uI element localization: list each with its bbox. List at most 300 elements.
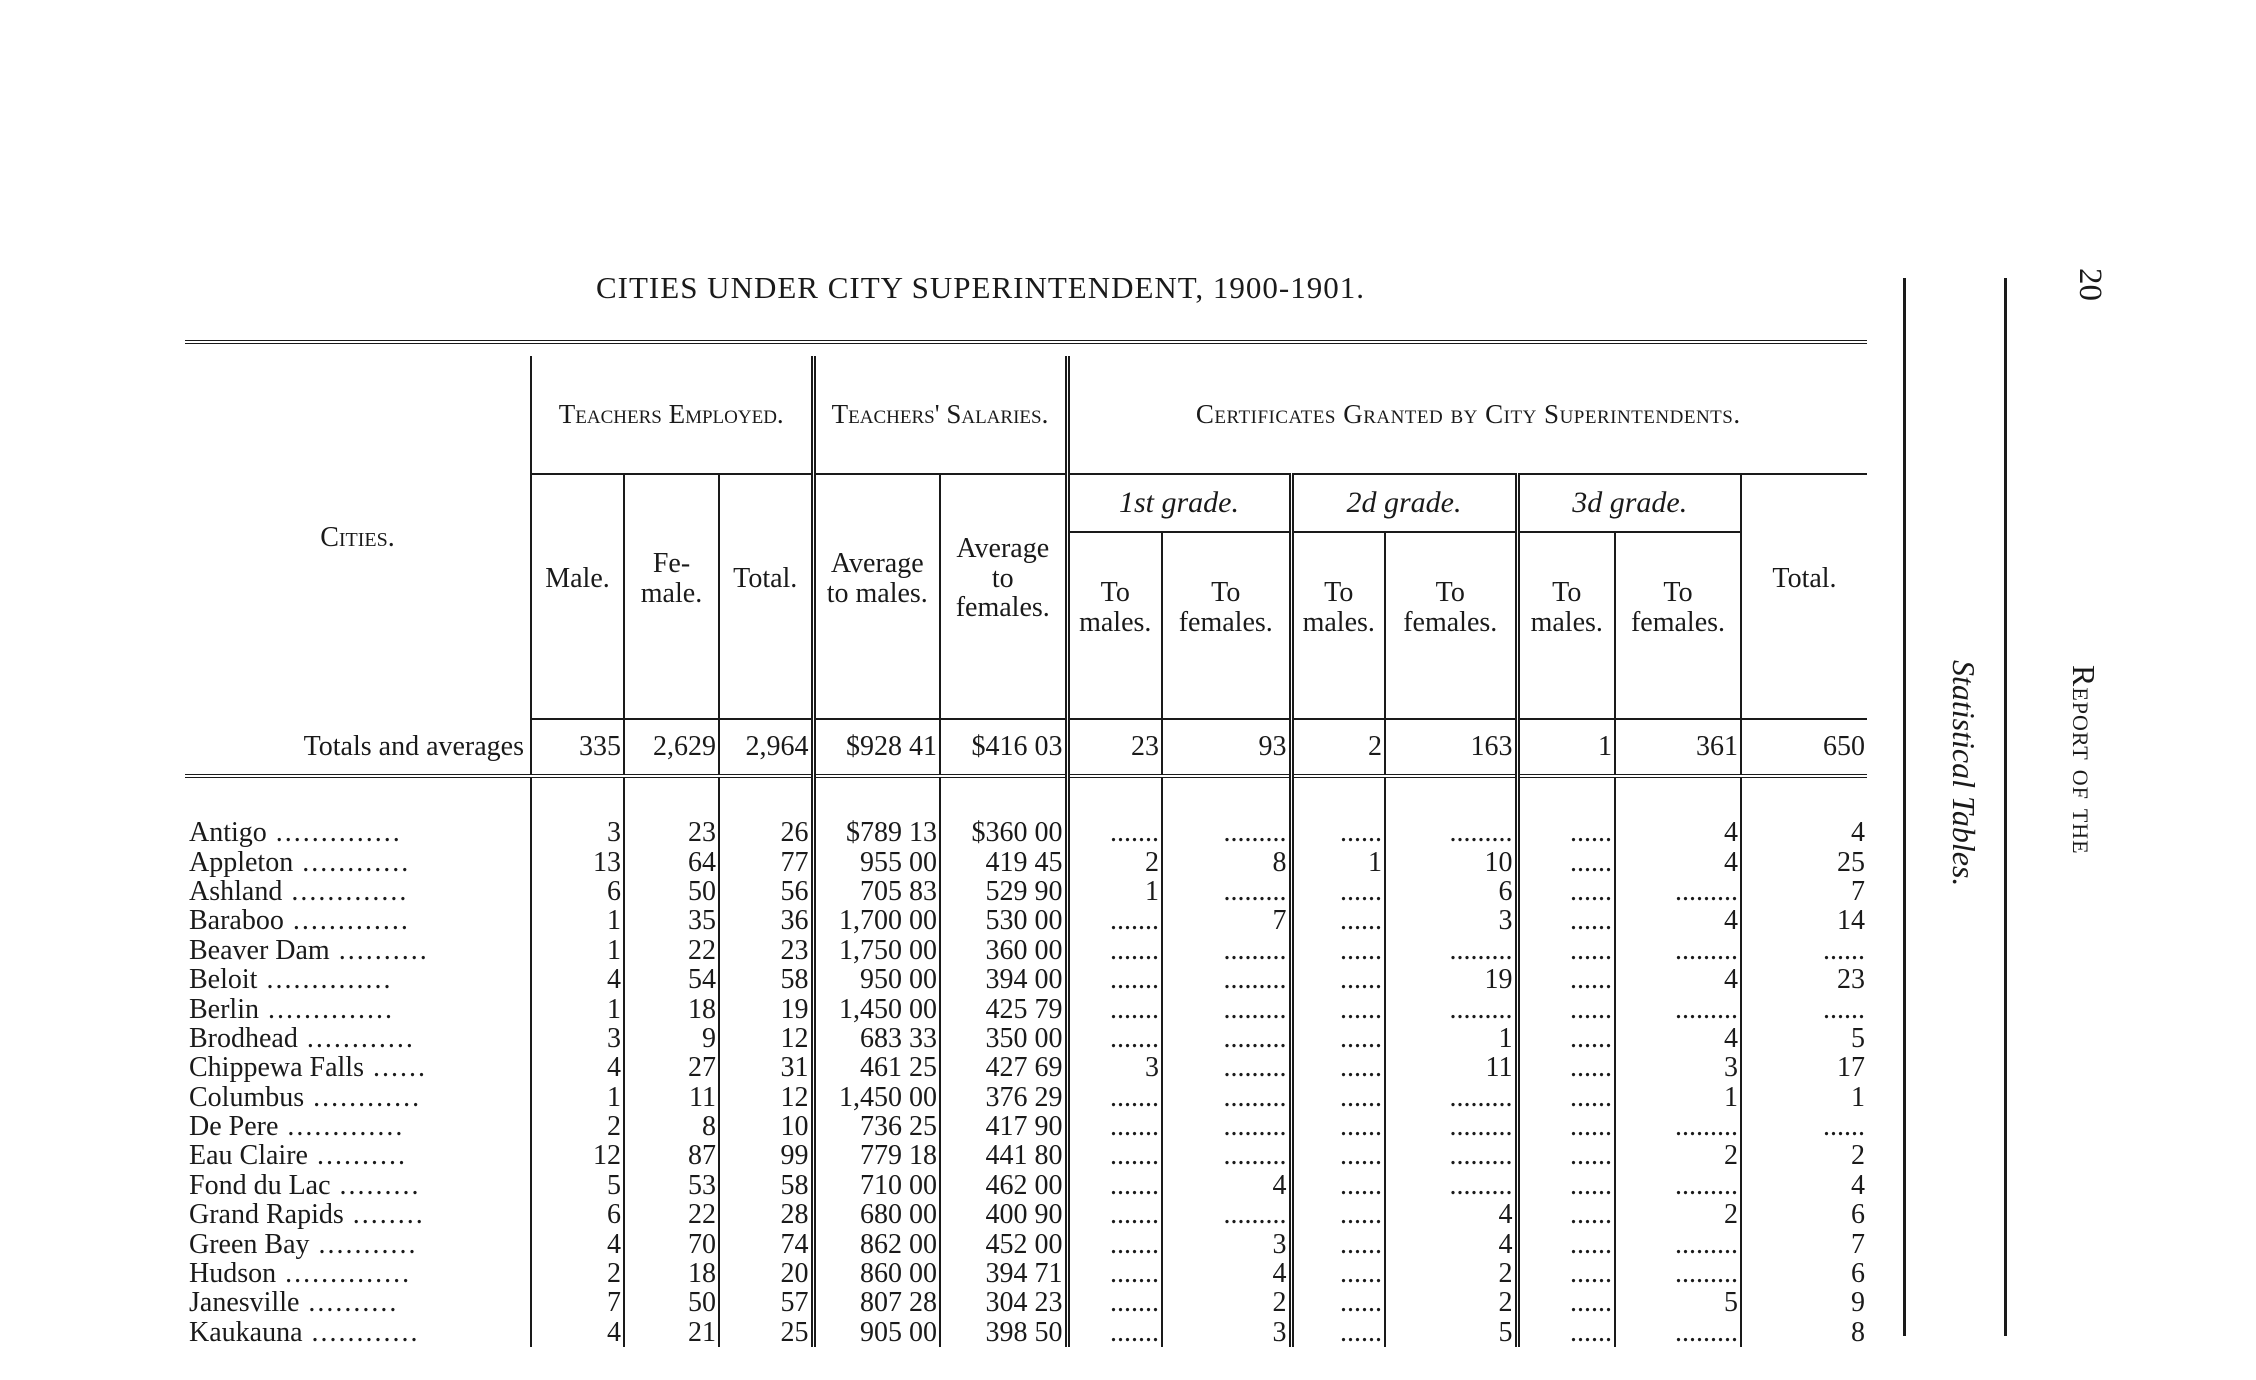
total-third-to-females: 361 [1615, 719, 1741, 776]
cell-first-to-males: ....... [1067, 818, 1162, 847]
cell-second-to-males: ...... [1291, 1318, 1385, 1347]
cell-total: 28 [719, 1200, 813, 1229]
cell-female: 53 [624, 1171, 719, 1200]
totals-double-rule [185, 776, 1867, 788]
cell-cert-total: 5 [1741, 1024, 1867, 1053]
leader-dots: ............ [304, 1082, 422, 1112]
second-grade-header: 2d grade. [1291, 474, 1517, 532]
cell-second-to-females: ......... [1385, 1083, 1517, 1112]
cell-female: 64 [624, 847, 719, 876]
cell-second-to-males: ...... [1291, 1288, 1385, 1317]
cell-male: 7 [531, 1288, 624, 1317]
leader-dots: ........ [343, 1200, 425, 1230]
leader-dots: .......... [307, 1141, 407, 1171]
cell-avg-males: 1,450 00 [813, 1083, 940, 1112]
leader-dots: ........... [309, 1229, 418, 1259]
second-to-females-header: To females. [1385, 532, 1517, 682]
cell-first-to-females: 3 [1162, 1229, 1291, 1258]
cell-female: 18 [624, 994, 719, 1023]
total-third-to-males: 1 [1517, 719, 1615, 776]
cell-avg-males: 860 00 [813, 1259, 940, 1288]
cell-third-to-males: ...... [1517, 906, 1615, 935]
cell-avg-females: 441 80 [940, 1141, 1067, 1170]
cell-second-to-females: ......... [1385, 994, 1517, 1023]
cell-first-to-females: 2 [1162, 1288, 1291, 1317]
third-to-males-header: To males. [1517, 532, 1615, 682]
cell-third-to-females: 2 [1615, 1200, 1741, 1229]
cell-avg-females: 425 79 [940, 994, 1067, 1023]
total-avg-males: $928 41 [813, 719, 940, 776]
table-row [185, 1171, 1867, 1200]
leader-dots: ...... [364, 1053, 427, 1083]
cell-third-to-females: ......... [1615, 994, 1741, 1023]
cell-female: 50 [624, 877, 719, 906]
cell-male: 2 [531, 1259, 624, 1288]
cell-avg-females: 419 45 [940, 847, 1067, 876]
city-name [185, 1200, 531, 1229]
cell-second-to-females: 5 [1385, 1318, 1517, 1347]
leader-dots: ............ [297, 1023, 415, 1054]
cell-first-to-males: ....... [1067, 1318, 1162, 1347]
cell-male: 1 [531, 936, 624, 965]
page-number: 20 [2072, 268, 2108, 301]
city-name-text: Chippewa Falls [189, 1053, 364, 1083]
city-name [185, 1053, 531, 1082]
cell-total: 10 [719, 1112, 813, 1141]
cell-third-to-females: 2 [1615, 1141, 1741, 1170]
city-name-text: Beloit [189, 964, 258, 995]
city-name-text: Antigo [189, 818, 267, 848]
cell-cert-total: 4 [1741, 1171, 1867, 1200]
cell-second-to-females: ......... [1385, 936, 1517, 965]
cell-male: 4 [531, 1229, 624, 1258]
cell-second-to-females: 4 [1385, 1200, 1517, 1229]
city-name [185, 1259, 531, 1288]
cell-second-to-females: ......... [1385, 1141, 1517, 1170]
cell-female: 11 [624, 1083, 719, 1112]
cell-first-to-males: ....... [1067, 1171, 1162, 1200]
cell-total: 20 [719, 1259, 813, 1288]
city-name [185, 1318, 531, 1347]
cell-male: 1 [531, 1083, 624, 1112]
cell-first-to-females: ......... [1162, 1112, 1291, 1141]
cell-female: 22 [624, 936, 719, 965]
cell-avg-females: 530 00 [940, 906, 1067, 935]
cell-avg-females: 400 90 [940, 1200, 1067, 1229]
city-name-text: Kaukauna [189, 1317, 303, 1348]
leader-dots: .......... [299, 1288, 399, 1318]
cell-cert-total: 6 [1741, 1259, 1867, 1288]
city-name-text: Eau Claire [189, 1141, 308, 1171]
city-name [185, 1024, 531, 1053]
cert-total-header: Total. [1741, 474, 1867, 682]
totals-row [185, 719, 1867, 776]
total-avg-females: $416 03 [940, 719, 1067, 776]
cell-total: 23 [719, 936, 813, 965]
section-title: Statistical Tables. [1946, 660, 1982, 887]
cell-male: 4 [531, 965, 624, 994]
certificates-header: Certificates Granted by City Superintendents. [1067, 356, 1867, 474]
cell-female: 18 [624, 1259, 719, 1288]
leader-dots: .............. [257, 964, 393, 995]
cell-third-to-males: ...... [1517, 1318, 1615, 1347]
city-name [185, 994, 531, 1023]
cell-third-to-females: ......... [1615, 1259, 1741, 1288]
cell-third-to-males: ...... [1517, 1112, 1615, 1141]
cell-total: 12 [719, 1024, 813, 1053]
second-to-males-header: To males. [1291, 532, 1385, 682]
cell-total: 25 [719, 1318, 813, 1347]
table-row [185, 994, 1867, 1023]
cell-third-to-females: ......... [1615, 936, 1741, 965]
cell-third-to-females: 4 [1615, 818, 1741, 847]
city-name [185, 936, 531, 965]
total-second-to-females: 163 [1385, 719, 1517, 776]
cell-first-to-males: 2 [1067, 847, 1162, 876]
cell-total: 31 [719, 1053, 813, 1082]
cell-second-to-females: ......... [1385, 818, 1517, 847]
cell-second-to-females: 11 [1385, 1053, 1517, 1082]
leader-dots: ............ [302, 1317, 420, 1348]
cell-first-to-males: ....... [1067, 1083, 1162, 1112]
cell-second-to-males: ...... [1291, 906, 1385, 935]
leader-dots: ......... [330, 1170, 421, 1201]
cell-male: 1 [531, 906, 624, 935]
cell-second-to-females: 6 [1385, 877, 1517, 906]
cell-female: 21 [624, 1318, 719, 1347]
cell-third-to-females: ......... [1615, 1112, 1741, 1141]
margin-rule-inner [1903, 278, 1906, 1336]
city-name-text: De Pere [189, 1111, 279, 1142]
table-row [185, 877, 1867, 906]
cell-first-to-females: 4 [1162, 1259, 1291, 1288]
cell-avg-females: $360 00 [940, 818, 1067, 847]
cell-avg-males: 1,750 00 [813, 936, 940, 965]
cell-cert-total: 17 [1741, 1053, 1867, 1082]
cell-third-to-males: ...... [1517, 818, 1615, 847]
city-name-text: Brodhead [189, 1023, 298, 1054]
cell-avg-males: 461 25 [813, 1053, 940, 1082]
total-male: 335 [531, 719, 624, 776]
cell-first-to-females: ......... [1162, 965, 1291, 994]
cell-avg-females: 394 00 [940, 965, 1067, 994]
city-name-text: Janesville [189, 1288, 300, 1318]
cell-total: 56 [719, 877, 813, 906]
cell-female: 22 [624, 1200, 719, 1229]
cell-second-to-females: 19 [1385, 965, 1517, 994]
cell-avg-males: 1,700 00 [813, 906, 940, 935]
cell-female: 50 [624, 1288, 719, 1317]
leader-dots: ............ [293, 847, 411, 877]
cell-cert-total: ...... [1741, 994, 1867, 1023]
first-grade-header: 1st grade. [1067, 474, 1291, 532]
cell-total: 12 [719, 1083, 813, 1112]
cell-avg-males: 736 25 [813, 1112, 940, 1141]
table-row [185, 1053, 1867, 1082]
cell-avg-males: 680 00 [813, 1200, 940, 1229]
table-row [185, 1112, 1867, 1141]
cell-first-to-females: 3 [1162, 1318, 1291, 1347]
cell-total: 77 [719, 847, 813, 876]
table-row [185, 1288, 1867, 1317]
table-row [185, 936, 1867, 965]
cell-male: 3 [531, 1024, 624, 1053]
cell-cert-total: ...... [1741, 1112, 1867, 1141]
cell-third-to-males: ...... [1517, 1229, 1615, 1258]
cell-second-to-males: ...... [1291, 936, 1385, 965]
city-name [185, 847, 531, 876]
totals-label: Totals and averages [303, 730, 524, 762]
first-to-females-header: To females. [1162, 532, 1291, 682]
cell-avg-females: 452 00 [940, 1229, 1067, 1258]
cell-third-to-females: 4 [1615, 965, 1741, 994]
leader-dots: .......... [329, 935, 429, 965]
cell-first-to-females: ......... [1162, 818, 1291, 847]
cell-third-to-females: ......... [1615, 1318, 1741, 1347]
cell-male: 6 [531, 877, 624, 906]
city-rows [185, 818, 1867, 1347]
cell-avg-males: 905 00 [813, 1318, 940, 1347]
city-name [185, 1229, 531, 1258]
cell-avg-males: 683 33 [813, 1024, 940, 1053]
cell-third-to-females: 3 [1615, 1053, 1741, 1082]
city-name-text: Ashland [189, 876, 283, 907]
leader-dots: ............. [282, 876, 409, 907]
table-row [185, 1259, 1867, 1288]
statistics-table [185, 340, 1867, 1347]
cell-avg-males: 705 83 [813, 877, 940, 906]
cell-second-to-males: ...... [1291, 1141, 1385, 1170]
cell-male: 2 [531, 1112, 624, 1141]
cell-female: 87 [624, 1141, 719, 1170]
cell-first-to-males: 1 [1067, 877, 1162, 906]
cell-second-to-males: ...... [1291, 1024, 1385, 1053]
total-first-to-males: 23 [1067, 719, 1162, 776]
cell-cert-total: 25 [1741, 847, 1867, 876]
totals-spacer [185, 788, 1867, 818]
cell-third-to-males: ...... [1517, 877, 1615, 906]
cell-second-to-males: ...... [1291, 1200, 1385, 1229]
city-name-text: Baraboo [189, 906, 284, 936]
cell-avg-females: 462 00 [940, 1171, 1067, 1200]
cell-first-to-males: ....... [1067, 1288, 1162, 1317]
cell-second-to-males: ...... [1291, 1053, 1385, 1082]
cell-third-to-males: ...... [1517, 936, 1615, 965]
cell-first-to-females: ......... [1162, 1024, 1291, 1053]
city-name-text: Appleton [189, 847, 294, 877]
cell-female: 27 [624, 1053, 719, 1082]
cell-third-to-males: ...... [1517, 1259, 1615, 1288]
leader-dots: .............. [266, 818, 402, 848]
cell-cert-total: 7 [1741, 1229, 1867, 1258]
cell-first-to-females: ......... [1162, 1053, 1291, 1082]
cell-first-to-females: ......... [1162, 1083, 1291, 1112]
table-row [185, 1141, 1867, 1170]
cell-female: 35 [624, 906, 719, 935]
cell-second-to-males: ...... [1291, 1259, 1385, 1288]
table-row [185, 906, 1867, 935]
cell-first-to-males: 3 [1067, 1053, 1162, 1082]
cell-first-to-females: 7 [1162, 906, 1291, 935]
cell-avg-males: 955 00 [813, 847, 940, 876]
cell-second-to-males: ...... [1291, 1229, 1385, 1258]
cell-avg-females: 398 50 [940, 1318, 1067, 1347]
cell-cert-total: 2 [1741, 1141, 1867, 1170]
cell-third-to-males: ...... [1517, 1141, 1615, 1170]
header-group-row [185, 356, 1867, 474]
cell-cert-total: 4 [1741, 818, 1867, 847]
cell-female: 70 [624, 1229, 719, 1258]
female-header: Fe-male. [624, 474, 719, 682]
cell-third-to-males: ...... [1517, 1024, 1615, 1053]
total-header: Total. [719, 474, 813, 682]
total-second-to-males: 2 [1291, 719, 1385, 776]
table-row [185, 818, 1867, 847]
totals-section [185, 719, 1867, 818]
cell-male: 12 [531, 1141, 624, 1170]
cell-third-to-males: ...... [1517, 1200, 1615, 1229]
total-first-to-females: 93 [1162, 719, 1291, 776]
cell-third-to-males: ...... [1517, 1053, 1615, 1082]
cell-third-to-females: ......... [1615, 1171, 1741, 1200]
leader-dots: ............. [278, 1111, 405, 1142]
cell-first-to-males: ....... [1067, 1200, 1162, 1229]
cell-third-to-females: 5 [1615, 1288, 1741, 1317]
cell-male: 13 [531, 847, 624, 876]
cell-first-to-females: ......... [1162, 1141, 1291, 1170]
cell-avg-males: 862 00 [813, 1229, 940, 1258]
table-row [185, 1024, 1867, 1053]
cell-first-to-females: 4 [1162, 1171, 1291, 1200]
cell-third-to-females: 4 [1615, 906, 1741, 935]
cell-second-to-males: ...... [1291, 1171, 1385, 1200]
cell-first-to-males: ....... [1067, 1141, 1162, 1170]
city-name-text: Fond du Lac [189, 1170, 331, 1201]
cell-first-to-males: ....... [1067, 994, 1162, 1023]
running-head: Report of the [2066, 665, 2102, 855]
table-row [185, 1200, 1867, 1229]
city-name [185, 1112, 531, 1141]
city-name [185, 1288, 531, 1317]
cell-male: 4 [531, 1053, 624, 1082]
first-to-males-header: To males. [1067, 532, 1162, 682]
third-grade-header: 3d grade. [1517, 474, 1741, 532]
cell-avg-males: 779 18 [813, 1141, 940, 1170]
cities-header: Cities. [320, 521, 395, 553]
cell-second-to-males: 1 [1291, 847, 1385, 876]
city-name-text: Berlin [189, 994, 259, 1024]
margin-rule-outer [2004, 278, 2007, 1336]
cell-avg-males: 950 00 [813, 965, 940, 994]
cell-second-to-males: ...... [1291, 965, 1385, 994]
table-row [185, 1229, 1867, 1258]
cell-second-to-males: ...... [1291, 877, 1385, 906]
city-name [185, 906, 531, 935]
cell-total: 58 [719, 1171, 813, 1200]
male-header: Male. [531, 474, 624, 682]
cell-cert-total: ...... [1741, 936, 1867, 965]
city-name-text: Grand Rapids [189, 1200, 344, 1230]
leader-dots: .............. [259, 994, 394, 1024]
table-title: CITIES UNDER CITY SUPERINTENDENT, 1900-1901. [596, 270, 1366, 305]
total-certificates: 650 [1741, 719, 1867, 776]
cell-third-to-males: ...... [1517, 1083, 1615, 1112]
cell-avg-females: 417 90 [940, 1112, 1067, 1141]
cell-male: 4 [531, 1318, 624, 1347]
cell-avg-females: 427 69 [940, 1053, 1067, 1082]
cell-third-to-females: 4 [1615, 847, 1741, 876]
teachers-employed-header: Teachers Employed. [531, 356, 813, 474]
cell-cert-total: 7 [1741, 877, 1867, 906]
cell-third-to-females: ......... [1615, 1229, 1741, 1258]
cell-first-to-females: ......... [1162, 994, 1291, 1023]
cell-second-to-females: ......... [1385, 1112, 1517, 1141]
cell-avg-females: 376 29 [940, 1083, 1067, 1112]
avg-males-header: Average to males. [813, 474, 940, 682]
cell-first-to-males: ....... [1067, 936, 1162, 965]
cell-female: 8 [624, 1112, 719, 1141]
cell-cert-total: 8 [1741, 1318, 1867, 1347]
total-female: 2,629 [624, 719, 719, 776]
city-name [185, 877, 531, 906]
cell-first-to-males: ....... [1067, 1024, 1162, 1053]
cell-avg-females: 529 90 [940, 877, 1067, 906]
cell-cert-total: 6 [1741, 1200, 1867, 1229]
cell-male: 6 [531, 1200, 624, 1229]
cell-third-to-males: ...... [1517, 1288, 1615, 1317]
cell-second-to-females: 4 [1385, 1229, 1517, 1258]
cell-second-to-females: 2 [1385, 1288, 1517, 1317]
city-name-text: Green Bay [189, 1229, 310, 1259]
cell-cert-total: 23 [1741, 965, 1867, 994]
cell-female: 23 [624, 818, 719, 847]
cell-first-to-females: 8 [1162, 847, 1291, 876]
cell-third-to-males: ...... [1517, 847, 1615, 876]
cell-total: 36 [719, 906, 813, 935]
cell-total: 99 [719, 1141, 813, 1170]
cell-third-to-females: ......... [1615, 877, 1741, 906]
cell-first-to-females: ......... [1162, 877, 1291, 906]
cell-second-to-females: 10 [1385, 847, 1517, 876]
cell-second-to-males: ...... [1291, 994, 1385, 1023]
cell-first-to-males: ....... [1067, 1259, 1162, 1288]
table-row [185, 1083, 1867, 1112]
city-name [185, 965, 531, 994]
cell-avg-males: 1,450 00 [813, 994, 940, 1023]
cell-first-to-males: ....... [1067, 1112, 1162, 1141]
cell-third-to-males: ...... [1517, 965, 1615, 994]
cell-female: 54 [624, 965, 719, 994]
cell-avg-males: $789 13 [813, 818, 940, 847]
cell-third-to-males: ...... [1517, 994, 1615, 1023]
cell-total: 74 [719, 1229, 813, 1258]
cell-avg-females: 394 71 [940, 1259, 1067, 1288]
cell-third-to-females: 1 [1615, 1083, 1741, 1112]
city-name [185, 818, 531, 847]
header-top-rule [185, 342, 1867, 356]
cell-first-to-females: ......... [1162, 1200, 1291, 1229]
cell-cert-total: 9 [1741, 1288, 1867, 1317]
table-header [185, 342, 1867, 719]
cell-second-to-females: ......... [1385, 1171, 1517, 1200]
cell-second-to-females: 1 [1385, 1024, 1517, 1053]
cell-cert-total: 1 [1741, 1083, 1867, 1112]
cell-cert-total: 14 [1741, 906, 1867, 935]
cell-total: 19 [719, 994, 813, 1023]
cell-third-to-males: ...... [1517, 1171, 1615, 1200]
cell-total: 58 [719, 965, 813, 994]
city-name-text: Columbus [189, 1082, 305, 1112]
